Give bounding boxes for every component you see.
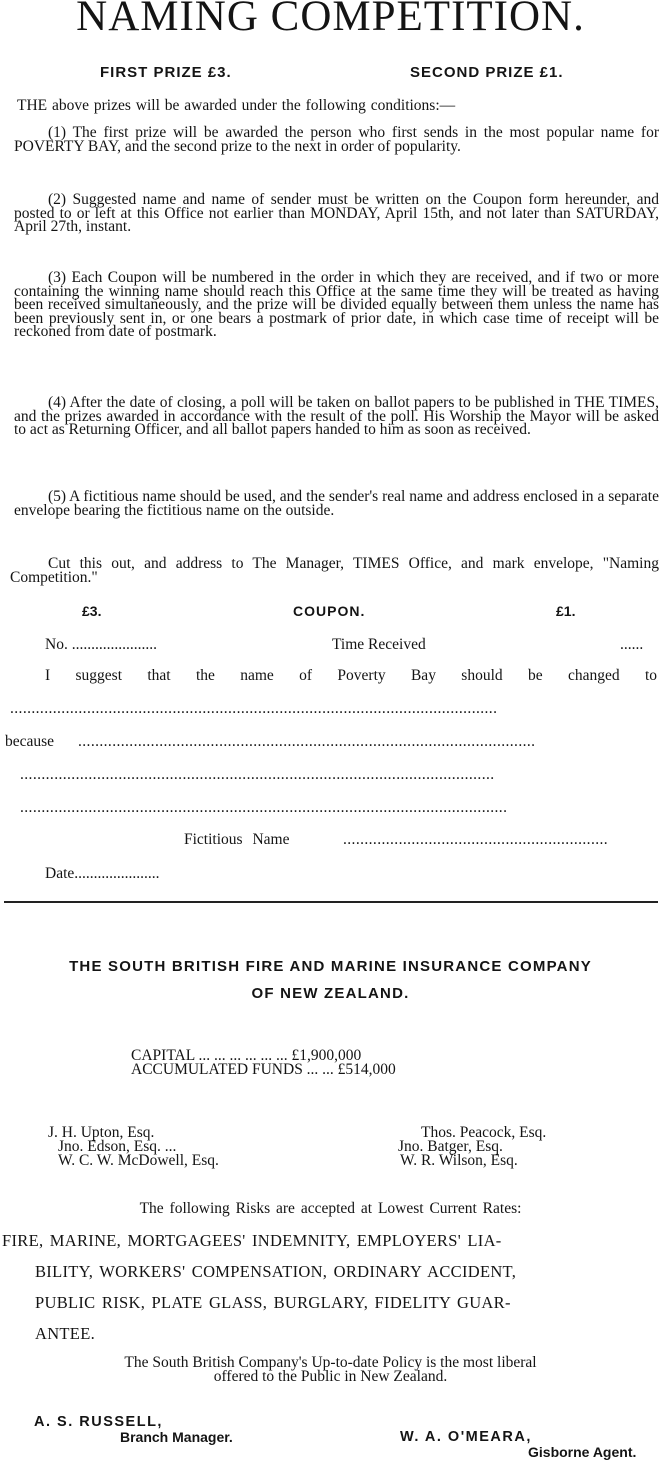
coupon-time-dots: ......	[620, 636, 644, 653]
risks-intro: The following Risks are accepted at Lowest Current Rates:	[139, 1200, 522, 1217]
director: W. C. W. McDowell, Esq.	[58, 1152, 219, 1169]
risks-line: PUBLIC RISK, PLATE GLASS, BURGLARY, FIDELITY GUAR-	[35, 1293, 511, 1312]
director: W. R. Wilson, Esq.	[400, 1152, 518, 1169]
director: Jno. Batger, Esq.	[398, 1138, 503, 1155]
condition-1: (1) The first prize will be awarded the person who first sends in the most popular name for POVERTY BAY, and the second prize to the next in order of popularity.	[14, 124, 659, 155]
risks-line: BILITY, WORKERS' COMPENSATION, ORDINARY ACCIDENT,	[35, 1262, 517, 1281]
agent-title: Gisborne Agent.	[528, 1444, 637, 1460]
coupon-name-line: ..................................................................................................................	[10, 700, 498, 717]
policy-line: The South British Company's Up-to-date Policy is the most liberal	[124, 1354, 537, 1371]
second-prize: SECOND PRIZE £1.	[410, 64, 564, 81]
manager-name: A. S. RUSSELL,	[34, 1414, 163, 1430]
insurance-title: THE SOUTH BRITISH FIRE AND MARINE INSURANCE COMPANY	[69, 958, 592, 975]
section-divider	[4, 901, 658, 903]
risks-line: ANTEE.	[35, 1324, 95, 1343]
coupon-reason-line-1: ...............................................................................................................	[20, 766, 495, 783]
risks-line: FIRE, MARINE, MORTGAGEES' INDEMNITY, EMPLOYERS' LIA-	[2, 1231, 502, 1250]
directors-left	[48, 1126, 219, 1168]
insurance-subtitle: OF NEW ZEALAND.	[251, 985, 410, 1002]
agent-name: W. A. O'MEARA,	[400, 1429, 532, 1445]
coupon-number-field: No. ......................	[45, 636, 157, 653]
coupon-because-label: because	[5, 733, 55, 750]
insurance-capital: CAPITAL ... ... ... ... ... ... £1,900,000	[131, 1047, 362, 1064]
coupon-left-prize: £3.	[82, 603, 102, 619]
coupon-title: COUPON.	[293, 603, 366, 619]
competition-headline: NAMING COMPETITION.	[76, 0, 585, 40]
conditions-intro: THE above prizes will be awarded under the following conditions:—	[17, 97, 456, 114]
policy-statement	[0, 1356, 661, 1384]
cut-out-instructions: Cut this out, and address to The Manager, TIMES Office, and mark envelope, "Naming Competition."	[10, 555, 659, 586]
directors-right	[398, 1126, 546, 1168]
condition-2: (2) Suggested name and name of sender must be written on the Coupon form hereunder, and posted to or left at this Office not earlier than MONDAY, April 15th, and not later than SATURDAY, April 27th, instant.	[14, 191, 659, 235]
coupon-fictitious-line: ..............................................................	[343, 831, 609, 848]
coupon-suggest-line: I suggest that the name of Poverty Bay should be changed to	[45, 667, 657, 684]
coupon-date-field: Date......................	[45, 865, 160, 882]
coupon-fictitious-label: Fictitious Name	[184, 831, 290, 848]
first-prize: FIRST PRIZE £3.	[100, 64, 232, 81]
policy-line: offered to the Public in New Zealand.	[213, 1368, 448, 1385]
director: Thos. Peacock, Esq.	[421, 1124, 547, 1141]
condition-5: (5) A fictitious name should be used, and the sender's real name and address enclosed in a separate envelope bearing the fictitious name on the outside.	[14, 488, 659, 519]
insurance-accumulated-funds: ACCUMULATED FUNDS ... ... £514,000	[131, 1061, 396, 1078]
condition-3: (3) Each Coupon will be numbered in the order in which they are received, and if two or more containing the winning name should reach this Office at the same time they will be treated as having been received simultaneously, and the prize will be divided equally between them unless the name has been previously sent in, or one bears a postmark of prior date, in which case time of receipt will be reckoned from date of postmark.	[14, 269, 659, 340]
condition-4: (4) After the date of closing, a poll will be taken on ballot papers to be published in THE TIMES, and the prizes awarded in accordance with the result of the poll. His Worship the Mayor will be asked to act as Returning Officer, and all ballot papers handed to him as soon as received.	[14, 394, 659, 438]
coupon-right-prize: £1.	[556, 603, 576, 619]
coupon-because-line: ...........................................................................................................	[78, 733, 536, 750]
coupon-reason-line-2: ..................................................................................................................	[20, 799, 508, 816]
manager-title: Branch Manager.	[120, 1429, 233, 1445]
coupon-time-received: Time Received	[332, 636, 426, 653]
director: J. H. Upton, Esq.	[48, 1124, 155, 1141]
director: Jno. Edson, Esq. ...	[58, 1138, 177, 1155]
